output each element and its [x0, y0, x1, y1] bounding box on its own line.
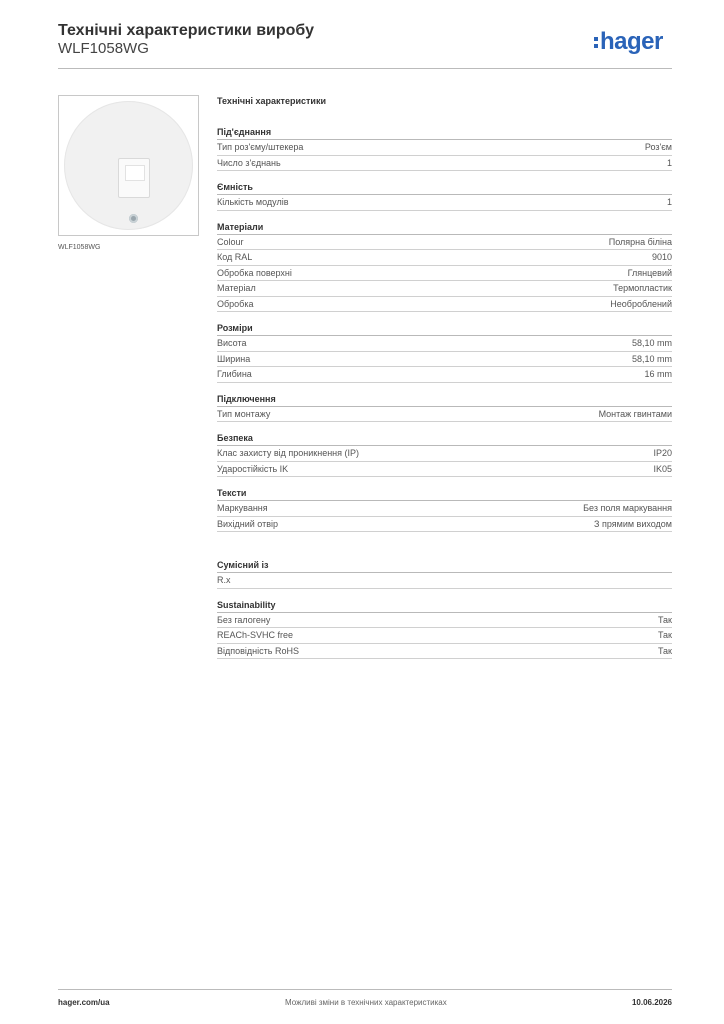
spec-row: [217, 266, 672, 282]
spec-label: Colour: [217, 236, 244, 247]
logo-text: hager: [600, 28, 663, 55]
spec-value: Термопластик: [613, 283, 672, 293]
spec-row: [217, 156, 672, 172]
spec-row: [217, 517, 672, 533]
socket-opening: [118, 158, 150, 198]
spec-row: [217, 235, 672, 251]
section-heading: Під'єднання: [217, 125, 672, 140]
spec-row: [217, 195, 672, 211]
spec-label: Тип монтажу: [217, 408, 271, 419]
product-image: [58, 95, 199, 236]
spec-value: Монтаж гвинтами: [598, 408, 672, 419]
spec-label: Без галогену: [217, 614, 271, 625]
spec-label: Маркування: [217, 503, 268, 513]
section-heading: Розміри: [217, 321, 672, 336]
spec-row: [217, 573, 672, 589]
spec-label: Кількість модулів: [217, 197, 289, 207]
spec-section: [217, 125, 672, 171]
spec-row: [217, 407, 672, 423]
spec-value: Глянцевий: [627, 267, 672, 278]
footer-note: Можливі зміни в технічних характеристиках: [285, 998, 447, 1007]
section-heading: Sustainability: [217, 598, 672, 613]
specs-title: Технічні характеристики: [217, 96, 326, 106]
socket-slot: [125, 165, 145, 181]
footer-date: 10.06.2026: [631, 998, 672, 1007]
logo-mark-icon: [594, 37, 598, 48]
section-heading: Тексти: [217, 486, 672, 501]
spec-row: [217, 462, 672, 478]
spec-value: 1: [666, 197, 672, 207]
spec-value: З прямим виходом: [594, 518, 672, 529]
spec-row: [217, 613, 672, 629]
spec-section: [217, 392, 672, 423]
footer-divider: [58, 989, 672, 990]
spec-row: [217, 628, 672, 644]
socket-cover-image: [64, 101, 193, 230]
spec-value: Необроблений: [610, 298, 672, 309]
spec-label: Обробка: [217, 298, 254, 309]
spec-value: 58,10 mm: [631, 338, 672, 348]
spec-value: IK05: [653, 463, 672, 474]
product-code: WLF1058WG: [58, 40, 149, 57]
spec-section: [217, 431, 672, 477]
spec-value: Роз'єм: [644, 142, 672, 152]
spec-label: Глибина: [217, 369, 252, 379]
spec-row: [217, 501, 672, 517]
spec-label: Матеріал: [217, 283, 256, 293]
spec-label: Тип роз'єму/штекера: [217, 142, 304, 152]
indicator-led: [129, 214, 138, 223]
spec-value: 16 mm: [644, 369, 672, 379]
spec-value: IP20: [653, 448, 672, 458]
spec-section: [217, 598, 672, 660]
spec-label: Вихідний отвір: [217, 518, 279, 529]
spec-label: Ширина: [217, 353, 251, 364]
footer-website: hager.com/ua: [58, 998, 110, 1007]
hager-logo: [594, 28, 663, 56]
spec-value: 1: [666, 157, 672, 168]
section-heading: Безпека: [217, 431, 672, 446]
spec-label: Висота: [217, 338, 247, 348]
spec-row: [217, 336, 672, 352]
spec-label: Обробка поверхні: [217, 267, 292, 278]
spec-label: Відповідність RoHS: [217, 645, 299, 656]
page-title: Технічні характеристики виробу: [58, 22, 314, 39]
spec-section: [217, 180, 672, 211]
spec-section: [217, 558, 672, 589]
spec-value: Так: [657, 614, 672, 625]
spec-value: Так: [657, 630, 672, 640]
spec-row: [217, 352, 672, 368]
spec-row: [217, 367, 672, 383]
spec-value: 9010: [651, 252, 672, 262]
section-heading: Сумісний із: [217, 558, 672, 573]
spec-section: [217, 321, 672, 383]
spec-section: [217, 486, 672, 532]
spec-label: Код RAL: [217, 252, 253, 262]
spec-row: [217, 250, 672, 266]
specs-sections: [217, 125, 672, 659]
spec-row: [217, 644, 672, 660]
section-heading: Матеріали: [217, 220, 672, 235]
spec-row: [217, 446, 672, 462]
section-heading: Ємність: [217, 180, 672, 195]
spec-value: Без поля маркування: [583, 503, 672, 513]
spec-section: [217, 220, 672, 313]
spec-label: REACh-SVHC free: [217, 630, 294, 640]
image-caption: WLF1058WG: [58, 244, 101, 251]
section-heading: Підключення: [217, 392, 672, 407]
spec-label: Число з'єднань: [217, 157, 281, 168]
spec-label: R.x: [217, 575, 231, 585]
spec-value: Так: [657, 645, 672, 656]
spec-value: Полярна біліна: [608, 236, 672, 247]
spec-row: [217, 297, 672, 313]
specs-table: [217, 96, 672, 659]
spec-label: Ударостійкість IK: [217, 463, 289, 474]
header-divider: [58, 68, 672, 69]
spec-value: 58,10 mm: [631, 353, 672, 364]
spec-row: [217, 281, 672, 297]
spec-row: [217, 140, 672, 156]
spec-label: Клас захисту від проникнення (IP): [217, 448, 360, 458]
